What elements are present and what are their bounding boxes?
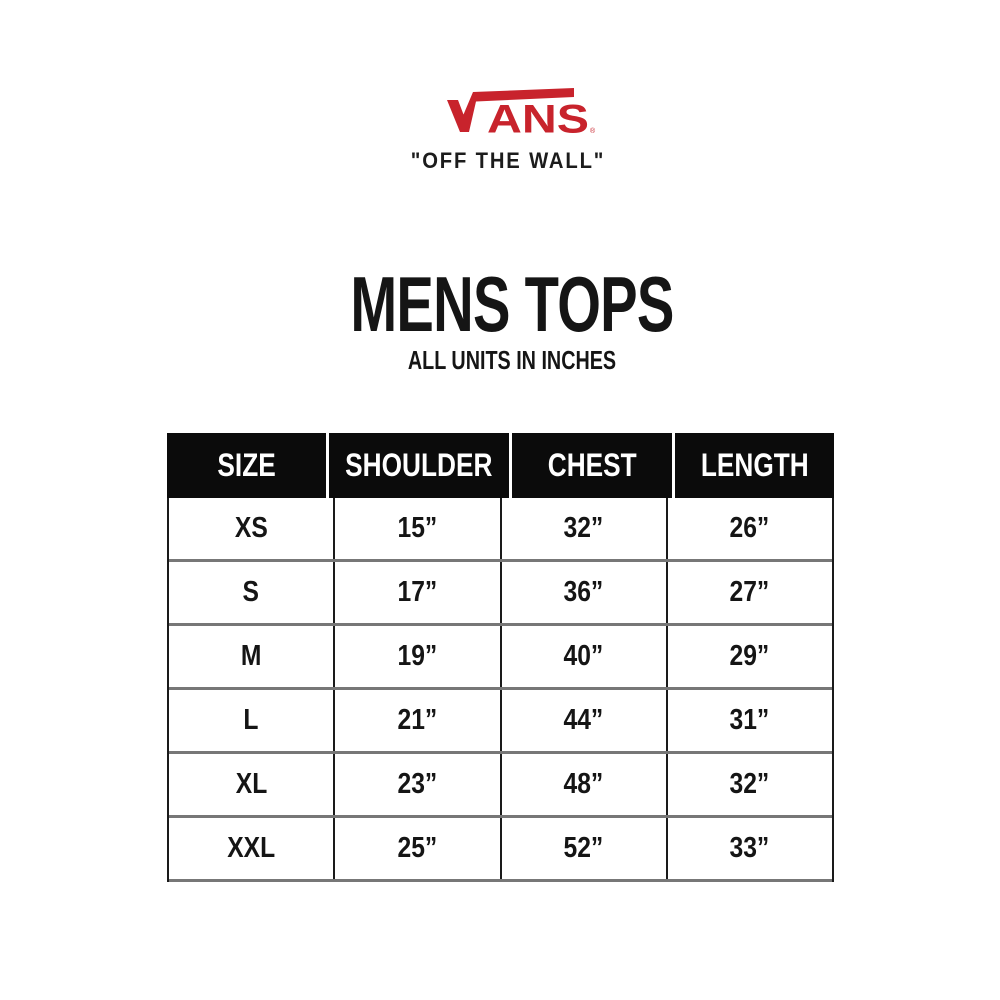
shoulder-value: 15” bbox=[397, 512, 438, 544]
chest-cell bbox=[500, 626, 666, 687]
length-cell bbox=[666, 562, 832, 623]
chest-value: 48” bbox=[563, 768, 604, 800]
page-title: MENS TOPS bbox=[350, 260, 674, 348]
length-value: 32” bbox=[729, 768, 770, 800]
length-value: 33” bbox=[729, 832, 770, 864]
size-value: S bbox=[242, 576, 260, 608]
column-header-size bbox=[167, 433, 326, 498]
chest-value: 44” bbox=[563, 704, 604, 736]
size-value: L bbox=[243, 704, 259, 736]
size-value: XL bbox=[235, 768, 267, 800]
length-cell bbox=[666, 626, 832, 687]
vans-logo-letters: ANS bbox=[487, 97, 589, 135]
shoulder-cell bbox=[333, 754, 499, 815]
chest-cell bbox=[500, 818, 666, 879]
column-header-label: SIZE bbox=[217, 447, 276, 483]
chest-cell bbox=[500, 690, 666, 751]
vans-logo-icon bbox=[447, 88, 597, 135]
shoulder-cell bbox=[333, 562, 499, 623]
column-header-shoulder bbox=[329, 433, 509, 498]
shoulder-value: 17” bbox=[397, 576, 438, 608]
shoulder-value: 23” bbox=[397, 768, 438, 800]
table-row-s bbox=[169, 562, 832, 626]
table-header-row bbox=[167, 433, 834, 498]
size-cell bbox=[169, 754, 333, 815]
length-value: 31” bbox=[729, 704, 770, 736]
chest-value: 32” bbox=[563, 512, 604, 544]
chest-cell bbox=[500, 754, 666, 815]
registered-trademark: ® bbox=[590, 128, 596, 135]
size-value: XS bbox=[234, 512, 268, 544]
column-header-label: CHEST bbox=[547, 447, 637, 483]
length-value: 29” bbox=[729, 640, 770, 672]
length-value: 26” bbox=[729, 512, 770, 544]
column-header-length bbox=[675, 433, 834, 498]
shoulder-cell bbox=[333, 818, 499, 879]
length-cell bbox=[666, 690, 832, 751]
size-value: M bbox=[240, 640, 262, 672]
column-header-label: LENGTH bbox=[700, 447, 809, 483]
size-cell bbox=[169, 498, 333, 559]
chest-value: 52” bbox=[563, 832, 604, 864]
column-header-label: SHOULDER bbox=[345, 447, 493, 483]
table-row-l bbox=[169, 690, 832, 754]
chest-value: 36” bbox=[563, 576, 604, 608]
length-cell bbox=[666, 818, 832, 879]
column-header-chest bbox=[512, 433, 671, 498]
size-cell bbox=[169, 818, 333, 879]
shoulder-value: 21” bbox=[397, 704, 438, 736]
size-value: XXL bbox=[227, 832, 276, 864]
length-cell bbox=[666, 754, 832, 815]
length-value: 27” bbox=[729, 576, 770, 608]
shoulder-value: 19” bbox=[397, 640, 438, 672]
size-cell bbox=[169, 562, 333, 623]
heading-block bbox=[12, 260, 1000, 375]
size-cell bbox=[169, 690, 333, 751]
length-cell bbox=[666, 498, 832, 559]
table-row-xs bbox=[169, 498, 832, 562]
size-chart-table bbox=[167, 433, 834, 882]
size-cell bbox=[169, 626, 333, 687]
shoulder-cell bbox=[333, 690, 499, 751]
shoulder-cell bbox=[333, 498, 499, 559]
brand-block bbox=[8, 88, 1000, 174]
chest-cell bbox=[500, 562, 666, 623]
table-body bbox=[167, 498, 834, 882]
page-subtitle: ALL UNITS IN INCHES bbox=[407, 345, 617, 375]
brand-tagline: "OFF THE WALL" bbox=[410, 148, 606, 173]
shoulder-value: 25” bbox=[397, 832, 438, 864]
chest-value: 40” bbox=[563, 640, 604, 672]
table-row-xxl bbox=[169, 818, 832, 882]
table-row-xl bbox=[169, 754, 832, 818]
table-row-m bbox=[169, 626, 832, 690]
chest-cell bbox=[500, 498, 666, 559]
shoulder-cell bbox=[333, 626, 499, 687]
